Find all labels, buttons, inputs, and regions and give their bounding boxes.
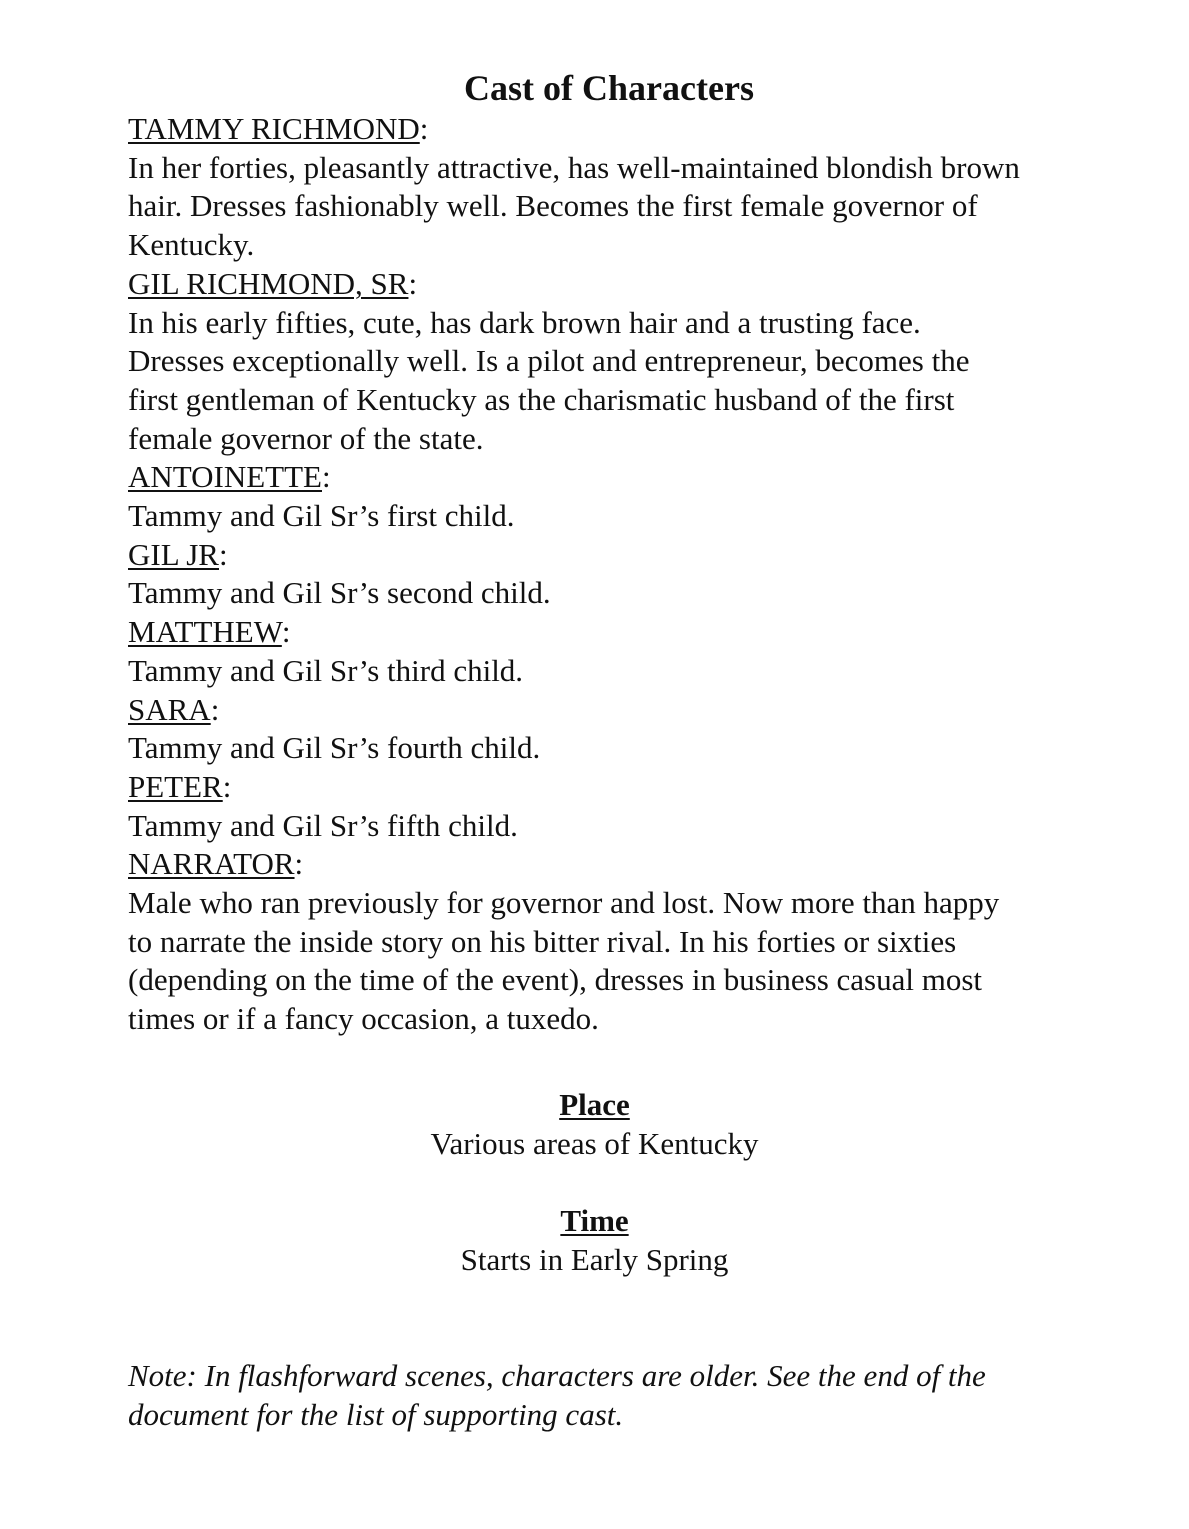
character-name-line bbox=[128, 845, 1118, 884]
character-description-line: (depending on the time of the event), dresses in business casual most bbox=[128, 962, 983, 998]
character-name-line bbox=[128, 613, 1118, 652]
character-description-line: Dresses exceptionally well. Is a pilot and entrepreneur, becomes the bbox=[128, 343, 970, 379]
character-name-line bbox=[128, 110, 1118, 149]
time-section bbox=[0, 1202, 1189, 1279]
note-line: document for the list of supporting cast. bbox=[128, 1396, 624, 1432]
time-heading: Time bbox=[560, 1203, 629, 1238]
character-description-line: Tammy and Gil Sr’s fifth child. bbox=[128, 807, 518, 843]
character-description-line: hair. Dresses fashionably well. Becomes the first female governor of bbox=[128, 188, 978, 224]
character-name-colon: : bbox=[219, 536, 228, 572]
place-value: Various areas of Kentucky bbox=[430, 1125, 759, 1161]
character-description-line: In her forties, pleasantly attractive, has well-maintained blondish brown bbox=[128, 149, 1020, 185]
document-title: Cast of Characters bbox=[464, 68, 754, 108]
character-name-colon: : bbox=[281, 614, 291, 650]
character-description-line: to narrate the inside story on his bitter rival. In his forties or sixties bbox=[128, 923, 957, 959]
place-section bbox=[0, 1086, 1189, 1163]
character-name: ANTOINETTE bbox=[128, 459, 322, 495]
character-name: MATTHEW bbox=[128, 614, 282, 650]
character-description-line: times or if a fancy occasion, a tuxedo. bbox=[128, 1001, 599, 1037]
character-name: GIL RICHMOND, SR bbox=[128, 265, 409, 301]
character-name-line bbox=[128, 458, 1118, 497]
cast-list bbox=[128, 110, 1118, 1039]
character-name-colon: : bbox=[222, 768, 232, 804]
document-page bbox=[128, 66, 1118, 1039]
character-name: GIL JR bbox=[128, 536, 219, 572]
character-name-colon: : bbox=[210, 691, 220, 727]
character-name-colon: : bbox=[408, 265, 418, 301]
character-name-line bbox=[128, 536, 1118, 575]
character-entry bbox=[128, 768, 1118, 845]
character-entry bbox=[128, 613, 1118, 690]
character-entry bbox=[128, 458, 1118, 535]
character-entry bbox=[128, 110, 1118, 265]
character-name-colon: : bbox=[322, 459, 331, 495]
character-description-line: Kentucky. bbox=[128, 227, 255, 263]
character-description-line: Tammy and Gil Sr’s first child. bbox=[128, 498, 515, 534]
character-entry bbox=[128, 536, 1118, 613]
character-description-line: Male who ran previously for governor and lost. Now more than happy bbox=[128, 885, 1000, 921]
note bbox=[128, 1357, 1128, 1434]
character-name-line bbox=[128, 265, 1118, 304]
character-name: NARRATOR bbox=[128, 846, 295, 882]
character-description-line: female governor of the state. bbox=[128, 420, 484, 456]
character-entry bbox=[128, 845, 1118, 1039]
character-description-line: Tammy and Gil Sr’s fourth child. bbox=[128, 730, 541, 766]
character-name-colon: : bbox=[419, 111, 429, 146]
character-description-line: Tammy and Gil Sr’s second child. bbox=[128, 575, 551, 611]
character-description-line: In his early fifties, cute, has dark brown hair and a trusting face. bbox=[128, 304, 921, 340]
character-name: SARA bbox=[128, 691, 211, 727]
note-line: Note: In flashforward scenes, characters are older. See the end of the bbox=[128, 1358, 986, 1393]
character-entry bbox=[128, 265, 1118, 459]
character-description-line: Tammy and Gil Sr’s third child. bbox=[128, 652, 524, 688]
character-name-colon: : bbox=[294, 846, 304, 882]
character-name-line bbox=[128, 768, 1118, 807]
time-value: Starts in Early Spring bbox=[460, 1241, 729, 1277]
character-description-line: first gentleman of Kentucky as the charismatic husband of the first bbox=[128, 381, 955, 417]
character-name: TAMMY RICHMOND bbox=[128, 111, 420, 146]
place-heading: Place bbox=[559, 1087, 630, 1122]
character-name-line bbox=[128, 691, 1118, 730]
character-entry bbox=[128, 691, 1118, 768]
character-name: PETER bbox=[128, 768, 223, 804]
